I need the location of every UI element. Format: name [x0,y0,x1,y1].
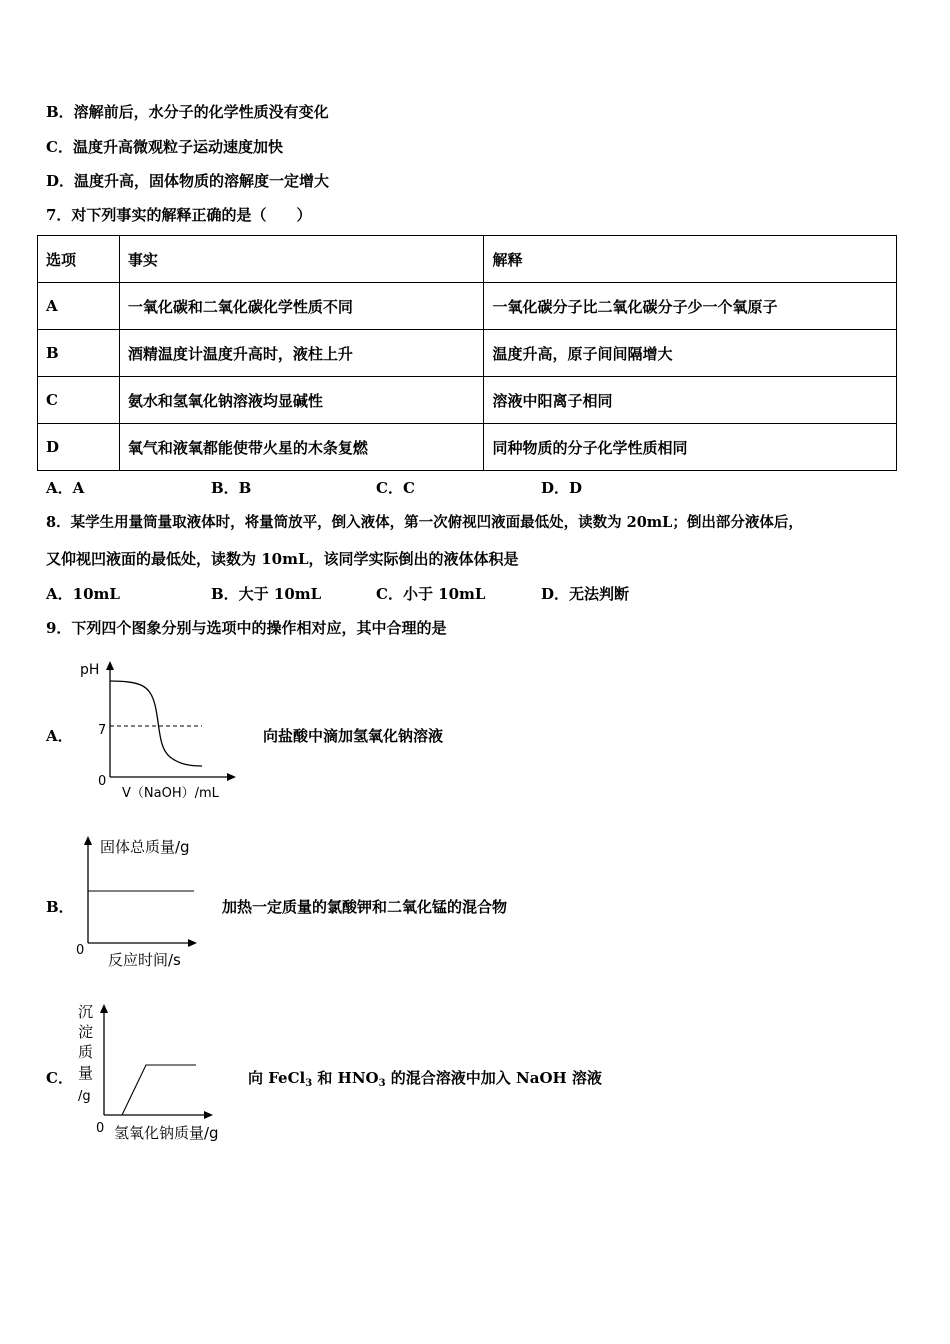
q9-option-b-label: B． [46,898,74,916]
ph-axis-label: pH [80,662,100,678]
q6-option-d: D．温度升高，固体物质的溶解度一定增大 [46,172,330,190]
x-axis-label: V（NaOH）/mL [122,786,219,801]
table-header-row [38,236,897,283]
y-label-char: 量 [78,1064,94,1082]
desc-part: 的混合溶液中加入 NaOH 溶液 [385,1069,602,1087]
x-axis-label: 氢氧化钠质量/g [114,1124,219,1142]
solid-mass-axis-label: 固体总质量/g [100,838,190,856]
table-header-cell: 解释 [484,236,897,283]
q7-option-a: A．A [46,479,85,497]
table-cell-fact: 氨水和氢氧化钠溶液均显碱性 [119,377,484,424]
q8-option-c: C．小于 10mL [376,585,486,603]
table-header-cell: 事实 [119,236,484,283]
origin-label: 0 [98,774,107,789]
x-axis-arrow [227,773,236,781]
x-axis-label: 反应时间/s [108,951,181,969]
desc-part: 和 HNO [312,1069,379,1087]
desc-part: 向 FeCl [248,1069,306,1087]
ph-curve [110,681,202,766]
table-cell-explanation: 一氧化碳分子比二氧化碳分子少一个氧原子 [484,283,897,330]
q9-option-a-label: A． [46,727,73,745]
q8-option-d: D．无法判断 [541,585,630,603]
solid-mass-graph [70,828,220,973]
q9-option-c-label: C． [46,1069,73,1087]
q7-facts-table [37,235,897,471]
q8-option-a: A．10mL [46,585,120,603]
table-header-cell: 选项 [38,236,120,283]
y-label-char: 沉 [78,1003,94,1021]
origin-label: 0 [96,1121,105,1136]
table-row [38,330,897,377]
subscript: 3 [305,1078,313,1089]
ph-tick-7: 7 [98,723,107,738]
q9-option-b-desc: 加热一定质量的氯酸钾和二氧化锰的混合物 [222,898,508,916]
q7-option-b: B．B [211,479,252,497]
y-label-char: 淀 [78,1023,94,1041]
table-cell-explanation: 温度升高，原子间间隔增大 [484,330,897,377]
ph-curve-graph [70,655,250,805]
q8-stem-line2: 又仰视凹液面的最低处，读数为 10mL，该同学实际倒出的液体体积是 [46,550,519,568]
y-axis-arrow [84,836,92,845]
table-row [38,377,897,424]
q7-stem: 7．对下列事实的解释正确的是（ ） [46,206,312,224]
table-cell-fact: 酒精温度计温度升高时，液柱上升 [119,330,484,377]
table-cell-option: C [38,377,120,424]
y-label-unit: /g [78,1089,91,1104]
table-cell-fact: 氧气和液氧都能使带火星的木条复燃 [119,424,484,471]
precipitate-curve [122,1065,196,1115]
q9-option-c-desc [248,1067,602,1089]
subscript: 3 [378,1078,386,1089]
q8-option-b: B．大于 10mL [211,585,322,603]
q9-stem: 9．下列四个图象分别与选项中的操作相对应，其中合理的是 [46,619,447,637]
x-axis-arrow [188,939,197,947]
table-cell-option: D [38,424,120,471]
table-cell-explanation: 同种物质的分子化学性质相同 [484,424,897,471]
q6-option-c: C．温度升高微观粒子运动速度加快 [46,138,283,156]
q6-option-b: B．溶解前后，水分子的化学性质没有变化 [46,103,329,121]
q7-option-d: D．D [541,479,583,497]
precipitate-mass-graph [70,998,245,1146]
origin-label: 0 [76,943,85,958]
table-cell-fact: 一氧化碳和二氧化碳化学性质不同 [119,283,484,330]
q9-option-a-desc: 向盐酸中滴加氢氧化钠溶液 [263,727,444,745]
table-cell-option: B [38,330,120,377]
table-row [38,424,897,471]
y-axis-arrow [106,661,114,670]
x-axis-arrow [204,1111,213,1119]
y-label-char: 质 [78,1043,94,1061]
q8-stem-line1: 8．某学生用量筒量取液体时，将量筒放平，倒入液体，第一次俯视凹液面最低处，读数为 20mL；倒出部分液体后， [46,514,803,531]
q7-option-c: C．C [376,479,415,497]
table-row [38,283,897,330]
table-cell-explanation: 溶液中阳离子相同 [484,377,897,424]
table-cell-option: A [38,283,120,330]
y-axis-arrow [100,1004,108,1013]
